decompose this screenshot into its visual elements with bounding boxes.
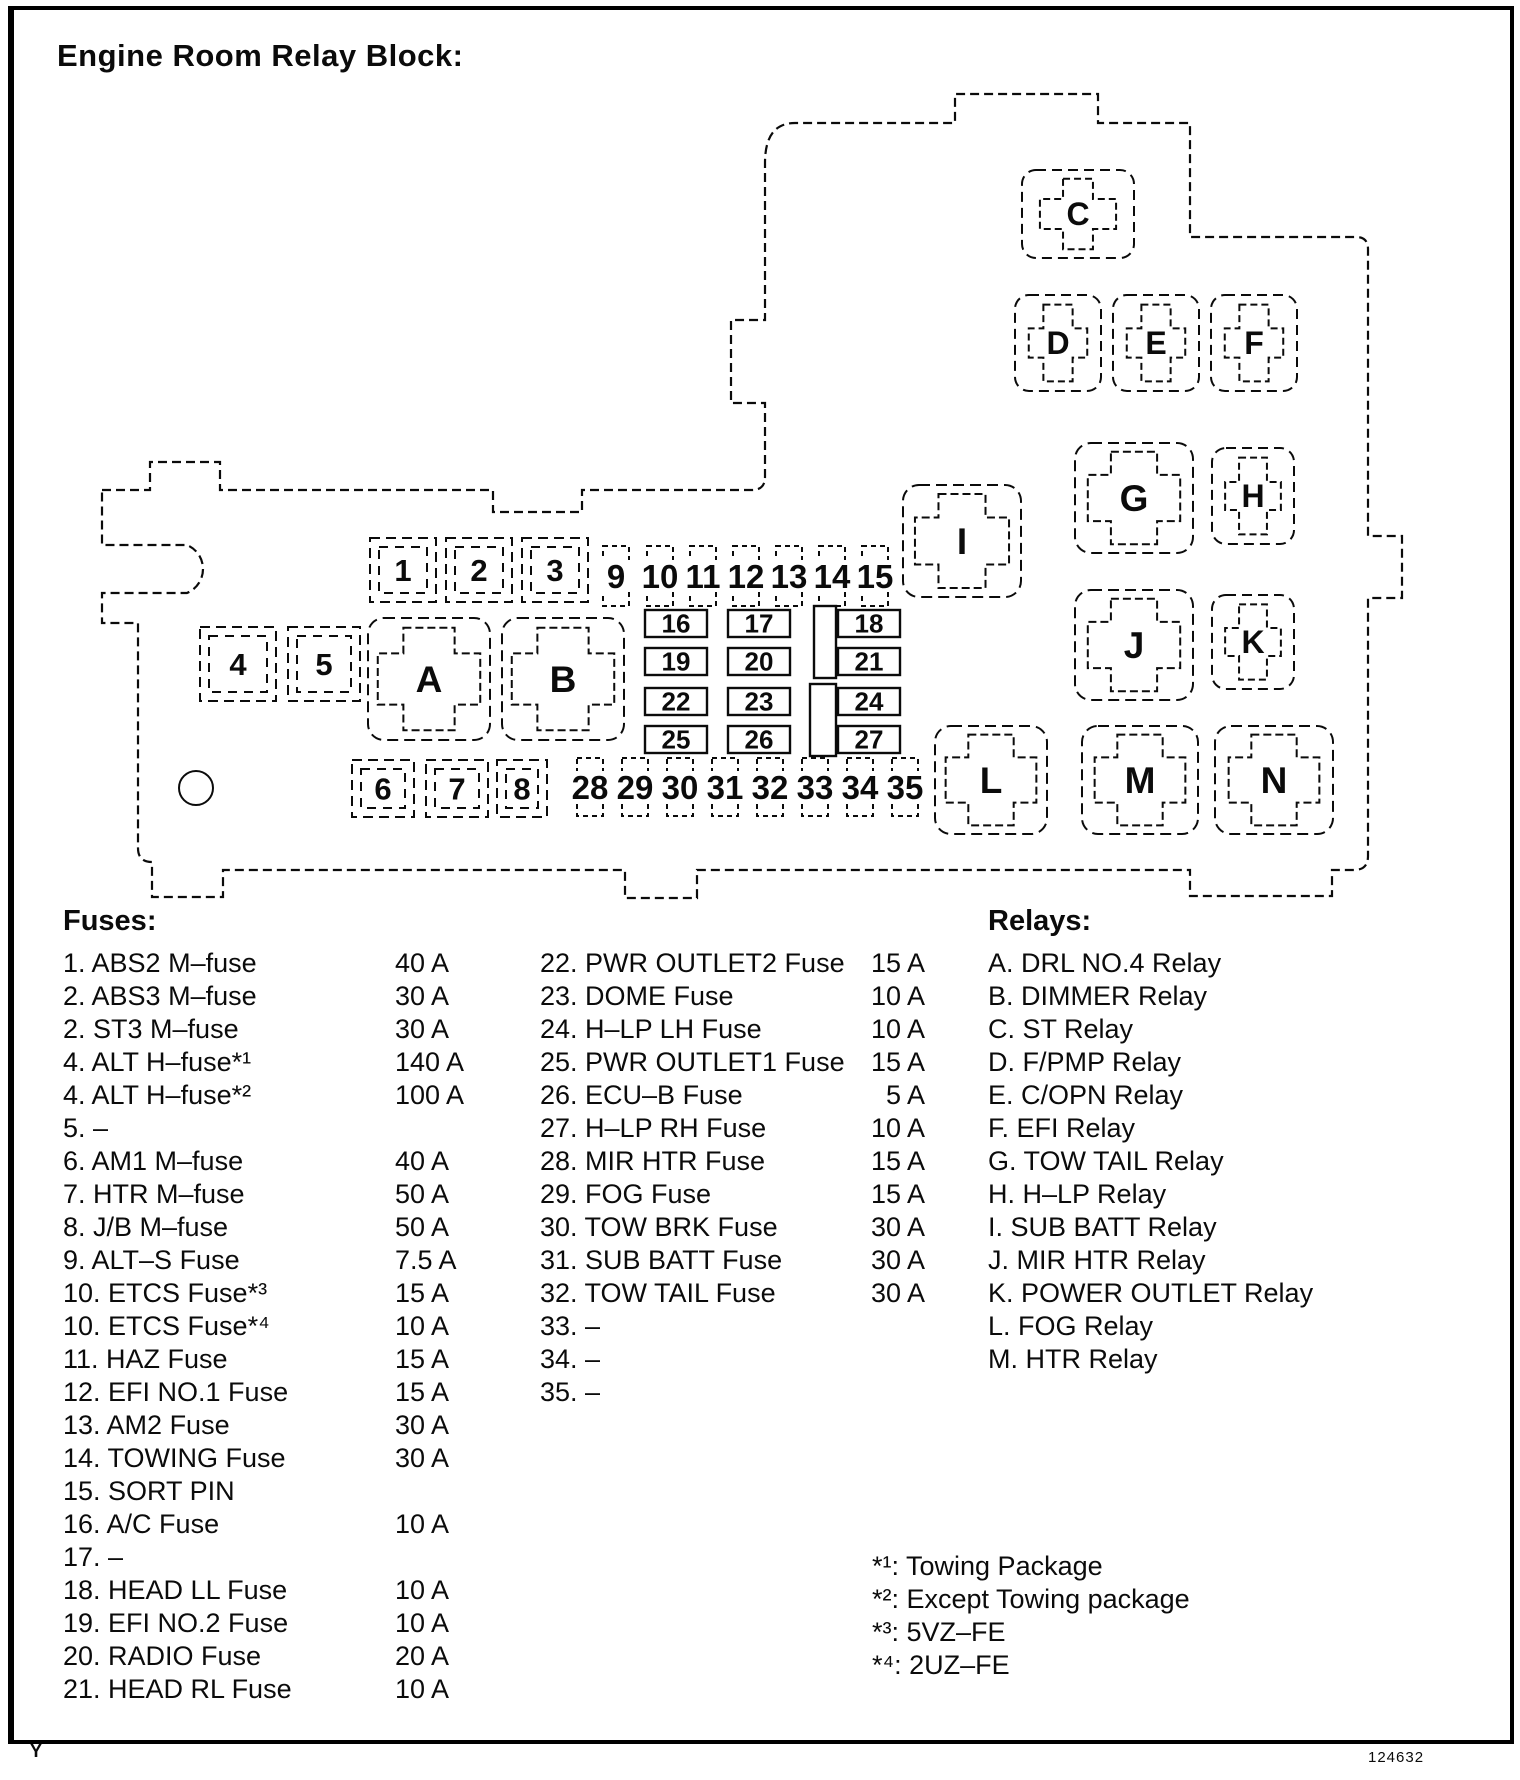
fuse-row-amperage: 10 A — [395, 1608, 450, 1638]
fuse-row — [540, 1080, 925, 1113]
svg-text:29: 29 — [616, 769, 654, 806]
fuse-row-amperage: 10 A — [870, 981, 925, 1011]
svg-text:27: 27 — [854, 724, 884, 755]
fuses-header: Fuses: — [63, 905, 157, 937]
fuse-7 — [426, 760, 488, 817]
svg-text:F: F — [1244, 325, 1264, 361]
fuse-row-label: 8. J/B M–fuse — [63, 1212, 229, 1242]
svg-text:C: C — [1066, 196, 1090, 232]
fuse-34 — [839, 758, 881, 816]
fuse-row-amperage: 15 A — [870, 1047, 925, 1077]
relay-block-parts — [179, 170, 1333, 834]
relay-N — [1215, 726, 1333, 834]
fuse-row — [540, 1113, 925, 1146]
svg-text:21: 21 — [854, 646, 884, 677]
svg-text:I: I — [956, 521, 968, 562]
relay-C — [1022, 170, 1134, 258]
fuse-14 — [811, 546, 853, 606]
relay-list — [988, 948, 1313, 1377]
fuse-row-label: 1. ABS2 M–fuse — [63, 948, 257, 978]
fuse-row-label: 35. – — [540, 1377, 601, 1407]
fuse-row-label: 4. ALT H–fuse*¹ — [63, 1047, 252, 1077]
relays-header: Relays: — [988, 905, 1092, 937]
relay-row — [988, 1179, 1313, 1212]
fuse-row-amperage: 15 A — [870, 948, 925, 978]
fuse-row-label: 32. TOW TAIL Fuse — [540, 1278, 776, 1308]
fuse-29 — [614, 758, 656, 816]
relay-row-label: C. ST Relay — [988, 1014, 1134, 1044]
fuse-row-amperage: 15 A — [395, 1344, 450, 1374]
relay-K — [1212, 595, 1294, 689]
fuse-row-label: 4. ALT H–fuse*² — [63, 1080, 252, 1110]
fuse-row — [63, 1278, 450, 1311]
fuse-row-label: 23. DOME Fuse — [540, 981, 734, 1011]
fuse-row — [63, 1014, 450, 1047]
fuse-row-label: 24. H–LP LH Fuse — [540, 1014, 762, 1044]
relay-row — [988, 1311, 1313, 1344]
svg-text:18: 18 — [854, 608, 884, 639]
fuse-row-amperage: 30 A — [870, 1278, 925, 1308]
fuse-16 — [645, 609, 707, 639]
fuse-33 — [794, 758, 836, 816]
relay-row-label: I. SUB BATT Relay — [988, 1212, 1217, 1242]
svg-text:34: 34 — [841, 769, 879, 806]
fuse-row — [540, 1311, 845, 1344]
fuse-row — [63, 1674, 450, 1707]
fuse-row — [63, 1377, 450, 1410]
fuse-row-amperage: 40 A — [395, 1146, 450, 1176]
footnote-row — [872, 1584, 1190, 1617]
fuse-17 — [728, 609, 790, 639]
fuse-row — [540, 1047, 925, 1080]
relay-I — [903, 485, 1021, 597]
svg-text:11: 11 — [685, 558, 721, 595]
svg-text:32: 32 — [751, 769, 789, 806]
footnote-row-label: *³: 5VZ–FE — [872, 1617, 1006, 1647]
fuse-row-amperage: 5 A — [885, 1080, 925, 1110]
relay-row — [988, 1047, 1313, 1080]
fuse-30 — [659, 758, 701, 816]
relay-F — [1211, 295, 1297, 391]
svg-text:K: K — [1241, 624, 1265, 660]
fuse-row-amperage: 30 A — [395, 1410, 450, 1440]
page-title: Engine Room Relay Block: — [57, 38, 464, 73]
relay-B — [502, 618, 624, 740]
fuse-22 — [645, 687, 707, 717]
fuse-row-label: 10. ETCS Fuse*³ — [63, 1278, 268, 1308]
svg-text:17: 17 — [744, 608, 774, 639]
footnote-row — [872, 1551, 1190, 1584]
svg-text:6: 6 — [374, 771, 392, 807]
relay-E — [1113, 295, 1199, 391]
relay-row-label: M. HTR Relay — [988, 1344, 1158, 1374]
svg-text:L: L — [979, 760, 1003, 801]
svg-text:26: 26 — [744, 724, 774, 755]
svg-text:15: 15 — [856, 558, 894, 595]
fuse-row-amperage: 30 A — [870, 1245, 925, 1275]
fuse-row — [63, 1443, 450, 1476]
svg-text:22: 22 — [661, 686, 691, 717]
relay-row-label: B. DIMMER Relay — [988, 981, 1208, 1011]
fuse-row-amperage: 15 A — [395, 1278, 450, 1308]
fuse-row — [540, 1245, 925, 1278]
fuse-1 — [370, 538, 436, 602]
svg-text:24: 24 — [854, 686, 884, 717]
fuse-23 — [728, 687, 790, 717]
fuse-row — [63, 1410, 450, 1443]
fuse-row — [63, 1311, 450, 1344]
fuse-row-label: 17. – — [63, 1542, 124, 1572]
svg-text:20: 20 — [744, 646, 774, 677]
fuse-row-label: 27. H–LP RH Fuse — [540, 1113, 767, 1143]
fuse-12 — [725, 546, 767, 606]
fuse-row — [540, 1344, 845, 1377]
relay-row — [988, 1146, 1313, 1179]
fuse-row-label: 14. TOWING Fuse — [63, 1443, 286, 1473]
fuse-row — [540, 1179, 925, 1212]
fuse-18 — [838, 609, 900, 639]
relay-row — [988, 1113, 1313, 1146]
fuse-row-label: 11. HAZ Fuse — [63, 1344, 228, 1374]
fuse-row — [540, 1278, 925, 1311]
relay-row — [988, 1278, 1313, 1311]
svg-text:13: 13 — [770, 558, 808, 595]
fuse-row-label: 25. PWR OUTLET1 Fuse — [540, 1047, 845, 1077]
relay-G — [1075, 443, 1193, 553]
svg-text:J: J — [1123, 625, 1145, 666]
fuse-row-amperage: 140 A — [395, 1047, 465, 1077]
fuse-row-label: 22. PWR OUTLET2 Fuse — [540, 948, 845, 978]
fuse-row — [63, 1344, 450, 1377]
fuse-row-label: 9. ALT–S Fuse — [63, 1245, 240, 1275]
fuse-35 — [884, 758, 926, 816]
relay-row-label: L. FOG Relay — [988, 1311, 1154, 1341]
relay-row-label: A. DRL NO.4 Relay — [988, 948, 1222, 978]
fuse-2 — [446, 538, 512, 602]
svg-text:E: E — [1145, 325, 1167, 361]
relay-row — [988, 948, 1313, 981]
fuse-row-label: 12. EFI NO.1 Fuse — [63, 1377, 289, 1407]
fuse-row-label: 6. AM1 M–fuse — [63, 1146, 244, 1176]
fuse-row — [540, 948, 925, 981]
fuse-row — [63, 1542, 292, 1575]
fuse-row-amperage: 30 A — [395, 1443, 450, 1473]
fuse-row-amperage: 30 A — [395, 981, 450, 1011]
relay-D — [1015, 295, 1101, 391]
fuse-32 — [749, 758, 791, 816]
fuse-row — [63, 1575, 450, 1608]
fuse-20 — [728, 647, 790, 677]
svg-text:10: 10 — [641, 558, 679, 595]
fuse-row-amperage: 50 A — [395, 1179, 450, 1209]
fuse-10 — [639, 546, 681, 606]
fuse-row — [63, 1476, 292, 1509]
fuse-row-amperage: 30 A — [870, 1212, 925, 1242]
svg-text:H: H — [1241, 478, 1265, 514]
fuse-row-amperage: 10 A — [870, 1113, 925, 1143]
fuse-6 — [352, 760, 414, 817]
fuse-row — [63, 1212, 450, 1245]
footnote-row-label: *¹: Towing Package — [872, 1551, 1103, 1581]
fuse-row-amperage: 100 A — [395, 1080, 465, 1110]
fuse-row-label: 16. A/C Fuse — [63, 1509, 220, 1539]
fuse-row-label: 5. – — [63, 1113, 109, 1143]
fuse-5 — [288, 627, 360, 701]
connector-bar — [810, 684, 836, 756]
fuse-row — [540, 1014, 925, 1047]
relay-row-label: K. POWER OUTLET Relay — [988, 1278, 1314, 1308]
svg-text:28: 28 — [571, 769, 609, 806]
footnote-row-label: *²: Except Towing package — [872, 1584, 1190, 1614]
fuse-row-label: 2. ST3 M–fuse — [63, 1014, 239, 1044]
fuse-28 — [569, 758, 611, 816]
footnote-row — [872, 1650, 1190, 1683]
svg-text:33: 33 — [796, 769, 834, 806]
fuse-row — [540, 1146, 925, 1179]
svg-text:B: B — [549, 659, 577, 700]
fuse-row — [540, 1212, 925, 1245]
fuse-row-label: 30. TOW BRK Fuse — [540, 1212, 778, 1242]
fuse-row-amperage: 10 A — [395, 1311, 450, 1341]
fuse-row — [63, 1080, 465, 1113]
fuse-row-amperage: 7.5 A — [395, 1245, 457, 1275]
fuse-list-middle — [540, 948, 925, 1410]
fuse-row-label: 21. HEAD RL Fuse — [63, 1674, 292, 1704]
fuse-3 — [522, 538, 588, 602]
svg-text:A: A — [415, 659, 443, 700]
svg-text:M: M — [1124, 760, 1156, 801]
svg-text:8: 8 — [513, 771, 531, 807]
fuse-19 — [645, 647, 707, 677]
fuse-row-label: 18. HEAD LL Fuse — [63, 1575, 288, 1605]
fuse-row-label: 15. SORT PIN — [63, 1476, 235, 1506]
fuse-row — [63, 1179, 450, 1212]
svg-text:14: 14 — [813, 558, 851, 595]
fuse-row-label: 20. RADIO Fuse — [63, 1641, 262, 1671]
svg-text:35: 35 — [886, 769, 924, 806]
page-mark-left: Y — [30, 1741, 43, 1761]
fuse-row-amperage: 10 A — [395, 1674, 450, 1704]
fuse-row — [540, 1377, 845, 1410]
relay-A — [368, 618, 490, 740]
relay-row — [988, 1344, 1313, 1377]
relay-row — [988, 981, 1313, 1014]
relay-row-label: H. H–LP Relay — [988, 1179, 1167, 1209]
fuse-row-amperage: 10 A — [395, 1509, 450, 1539]
fuse-4 — [200, 627, 276, 701]
relay-row-label: G. TOW TAIL Relay — [988, 1146, 1224, 1176]
relay-row-label: J. MIR HTR Relay — [988, 1245, 1206, 1275]
fuse-row-label: 29. FOG Fuse — [540, 1179, 712, 1209]
connector-bar — [814, 606, 836, 678]
fuse-31 — [704, 758, 746, 816]
fuse-row — [63, 981, 450, 1014]
fuse-row-label: 31. SUB BATT Fuse — [540, 1245, 783, 1275]
fuse-row — [63, 1146, 450, 1179]
footnote-row — [872, 1617, 1190, 1650]
fuse-row — [540, 981, 925, 1014]
fuse-row-label: 2. ABS3 M–fuse — [63, 981, 257, 1011]
svg-text:G: G — [1119, 478, 1149, 519]
fuse-13 — [768, 546, 810, 606]
relay-row — [988, 1080, 1313, 1113]
svg-text:N: N — [1260, 760, 1288, 801]
relay-row-label: E. C/OPN Relay — [988, 1080, 1184, 1110]
fuse-row-label: 10. ETCS Fuse*⁴ — [63, 1311, 270, 1341]
fuse-9 — [595, 546, 637, 606]
fuse-25 — [645, 725, 707, 755]
relay-row — [988, 1014, 1313, 1047]
svg-text:D: D — [1046, 325, 1070, 361]
fuse-row-amperage: 50 A — [395, 1212, 450, 1242]
fuse-27 — [838, 725, 900, 755]
fuse-row-amperage: 15 A — [870, 1146, 925, 1176]
fuse-row-amperage: 10 A — [870, 1014, 925, 1044]
fuse-row-amperage: 15 A — [395, 1377, 450, 1407]
fuse-8 — [497, 760, 547, 817]
fuse-row-label: 28. MIR HTR Fuse — [540, 1146, 766, 1176]
fuse-row-label: 7. HTR M–fuse — [63, 1179, 245, 1209]
svg-text:4: 4 — [229, 647, 247, 682]
fuse-row-label: 13. AM2 Fuse — [63, 1410, 230, 1440]
relay-L — [935, 726, 1047, 834]
footnotes — [872, 1551, 1190, 1683]
fuse-row — [63, 1245, 457, 1278]
fuse-row-label: 26. ECU–B Fuse — [540, 1080, 743, 1110]
fuse-row-amperage: 10 A — [395, 1575, 450, 1605]
fuse-24 — [838, 687, 900, 717]
svg-text:1: 1 — [394, 553, 412, 588]
svg-text:30: 30 — [661, 769, 699, 806]
page-mark-right: 124632 — [1368, 1749, 1425, 1766]
svg-text:19: 19 — [661, 646, 691, 677]
fuse-21 — [838, 647, 900, 677]
fuse-row — [63, 948, 450, 981]
mounting-hole — [179, 771, 213, 805]
fuse-row-amperage: 40 A — [395, 948, 450, 978]
svg-text:5: 5 — [315, 647, 333, 682]
svg-text:9: 9 — [606, 558, 626, 595]
footnote-row-label: *⁴: 2UZ–FE — [872, 1650, 1010, 1680]
fuse-row-label: 34. – — [540, 1344, 601, 1374]
relay-row-label: F. EFI Relay — [988, 1113, 1136, 1143]
relay-J — [1075, 590, 1193, 700]
svg-text:16: 16 — [661, 608, 691, 639]
fuse-row-amperage: 20 A — [395, 1641, 450, 1671]
fuse-row — [63, 1608, 450, 1641]
svg-text:12: 12 — [727, 558, 765, 595]
fuse-row-amperage: 15 A — [870, 1179, 925, 1209]
relay-row — [988, 1245, 1313, 1278]
fuse-11 — [682, 546, 724, 606]
fuse-row-label: 19. EFI NO.2 Fuse — [63, 1608, 289, 1638]
fuse-row-amperage: 30 A — [395, 1014, 450, 1044]
relay-H — [1212, 448, 1294, 544]
svg-text:2: 2 — [470, 553, 488, 588]
fuse-row — [63, 1641, 450, 1674]
relay-M — [1082, 726, 1198, 834]
fuse-row — [63, 1113, 292, 1146]
svg-text:7: 7 — [448, 771, 466, 807]
fuse-list-left — [63, 948, 465, 1707]
svg-text:23: 23 — [744, 686, 774, 717]
fuse-26 — [728, 725, 790, 755]
svg-text:3: 3 — [546, 553, 564, 588]
fuse-15 — [854, 546, 896, 606]
fuse-row — [63, 1047, 465, 1080]
relay-row — [988, 1212, 1313, 1245]
svg-text:31: 31 — [706, 769, 744, 806]
svg-text:25: 25 — [661, 724, 691, 755]
fuse-row — [63, 1509, 450, 1542]
relay-row-label: D. F/PMP Relay — [988, 1047, 1182, 1077]
fuse-row-label: 33. – — [540, 1311, 601, 1341]
